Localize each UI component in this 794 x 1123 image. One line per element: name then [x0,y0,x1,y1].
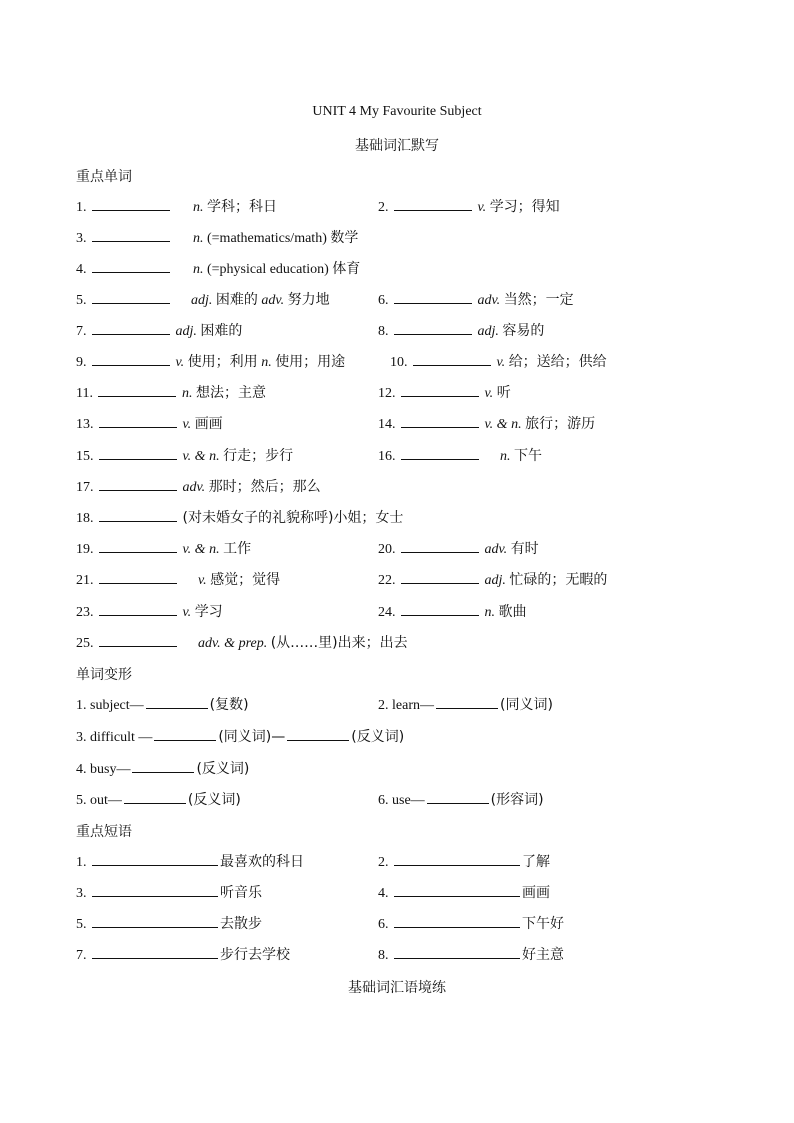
phrase-item [76,945,290,965]
answer-blank[interactable] [124,790,186,804]
word-item [378,383,511,403]
answer-blank[interactable] [92,228,170,242]
form-item [76,759,249,779]
part-of-speech: v. [496,355,506,370]
word-meaning: 那时；然后；那么 [208,479,321,495]
phrase-item [76,883,262,903]
answer-blank[interactable] [132,759,194,773]
item-number: 8. [378,948,389,963]
item-number: 7. [76,324,87,339]
item-number: 2. [378,698,389,713]
item-number: 1. [76,855,87,870]
word-meaning: 忙碌的；无暇的 [509,572,608,588]
answer-blank[interactable] [394,914,520,928]
answer-blank[interactable] [99,602,177,616]
part-of-speech: v. [175,355,185,370]
item-number: 1. [76,698,87,713]
base-word: learn— [392,698,434,713]
item-number: 3. [76,886,87,901]
form-hint: (同义词) [499,697,553,713]
item-number: 14. [378,417,396,432]
phrase-meaning: 听音乐 [220,885,262,901]
answer-blank[interactable] [99,446,177,460]
word-item [76,570,280,590]
phrase-item [378,883,550,903]
phrase-meaning: 下午好 [522,916,564,932]
word-meaning: 歌曲 [498,604,527,620]
word-item [76,259,360,279]
item-number: 5. [76,917,87,932]
item-number: 12. [378,386,396,401]
section-heading-forms: 单词变形 [76,667,132,683]
part-of-speech: adj. [477,324,499,339]
item-number: 4. [76,762,87,777]
answer-blank[interactable] [92,883,218,897]
word-item [378,539,539,559]
word-meaning: 行走；步行 [223,448,294,464]
phrase-item [76,852,304,872]
item-number: 25. [76,636,94,651]
form-item [76,727,404,747]
word-meaning: 使用；利用 [187,354,258,370]
answer-blank[interactable] [146,695,208,709]
word-meaning-2: 使用；用途 [275,354,346,370]
item-number: 5. [76,293,87,308]
phrase-item [76,914,262,934]
item-number: 4. [378,886,389,901]
part-of-speech: v. [484,386,494,401]
word-meaning: 工作 [223,541,252,557]
answer-blank[interactable] [92,321,170,335]
word-item [378,570,607,590]
part-of-speech: n. [193,262,204,277]
form-item [76,790,241,810]
item-number: 24. [378,605,396,620]
part-of-speech: n. [193,200,204,215]
part-of-speech: v. [182,605,192,620]
base-word: busy— [90,762,131,777]
word-meaning: 给；送给；供给 [508,354,607,370]
word-meaning: 当然；一定 [503,292,574,308]
part-of-speech: v. [477,200,487,215]
word-note: (=physical education) [207,262,329,277]
word-meaning: 体育 [332,261,361,277]
item-number: 13. [76,417,94,432]
part-of-speech: adj. [175,324,197,339]
footer-heading: 基础词汇语境练 [348,980,446,996]
word-item [76,290,330,310]
word-item [76,352,345,372]
item-number: 9. [76,355,87,370]
word-item [378,197,560,217]
part-of-speech: adv. [484,542,508,557]
word-item [76,602,223,622]
base-word: subject— [90,698,144,713]
word-note: (对未婚女子的礼貌称呼) [182,510,334,526]
answer-blank[interactable] [427,790,489,804]
item-number: 17. [76,480,94,495]
word-meaning: 容易的 [502,323,545,339]
item-number: 16. [378,449,396,464]
answer-blank[interactable] [436,695,498,709]
page-subtitle: 基础词汇默写 [355,138,439,154]
answer-blank[interactable] [401,602,479,616]
answer-blank[interactable] [98,383,176,397]
word-meaning: 想法；主意 [195,385,266,401]
answer-blank[interactable] [401,383,479,397]
item-number: 2. [378,200,389,215]
word-meaning: 画画 [194,416,223,432]
part-of-speech: adv. & prep. [198,636,268,651]
answer-blank[interactable] [394,321,472,335]
answer-blank[interactable] [92,914,218,928]
item-number: 10. [390,355,408,370]
answer-blank[interactable] [394,197,472,211]
item-number: 8. [378,324,389,339]
word-item [76,539,251,559]
word-item [76,197,277,217]
phrase-item [378,914,564,934]
word-item [390,352,607,372]
word-item [76,414,223,434]
item-number: 3. [76,231,87,246]
word-meaning: 听 [496,385,511,401]
item-number: 11. [76,386,93,401]
word-item [76,477,321,497]
word-meaning: 数学 [330,230,359,246]
item-number: 4. [76,262,87,277]
phrase-meaning: 好主意 [522,947,564,963]
word-meaning: 困难的 [215,292,258,308]
answer-blank[interactable] [92,352,170,366]
item-number: 5. [76,793,87,808]
form-item [378,695,553,715]
part-of-speech: n. [500,449,511,464]
item-number: 22. [378,573,396,588]
answer-blank[interactable] [394,945,520,959]
part-of-speech-2: n. [261,355,272,370]
item-number: 6. [378,793,389,808]
answer-blank[interactable] [154,727,216,741]
section-heading-phrases: 重点短语 [76,824,132,840]
word-item [378,602,527,622]
base-word: use— [392,793,425,808]
item-number: 2. [378,855,389,870]
answer-blank[interactable] [99,414,177,428]
form-hint: (反义词) [196,761,250,777]
item-number: 3. [76,730,87,745]
word-item [378,321,544,341]
item-number: 21. [76,573,94,588]
part-of-speech: n. [181,386,193,401]
word-item [76,228,358,248]
item-number: 20. [378,542,396,557]
word-item [378,446,542,466]
item-number: 7. [76,948,87,963]
answer-blank[interactable] [99,508,177,522]
word-item [76,321,242,341]
answer-blank[interactable] [401,539,479,553]
base-word: out— [90,793,122,808]
answer-blank[interactable] [394,883,520,897]
word-meaning: 学习 [194,604,223,620]
answer-blank[interactable] [99,633,177,647]
answer-blank[interactable] [401,414,479,428]
base-word: difficult — [90,730,153,745]
phrase-item [378,852,550,872]
word-meaning: 困难的 [200,323,243,339]
word-item [76,383,266,403]
answer-blank[interactable] [394,290,472,304]
part-of-speech: v. & n. [484,417,522,432]
phrase-meaning: 去散步 [220,916,262,932]
item-number: 19. [76,542,94,557]
word-meaning: 学习；得知 [489,199,560,215]
part-of-speech: v. & n. [182,449,220,464]
answer-blank[interactable] [92,259,170,273]
word-meaning: 学科；科日 [207,199,277,215]
word-meaning: (从……里)出来；出去 [270,635,408,651]
phrase-meaning: 画画 [522,885,550,901]
part-of-speech: adv. [182,480,206,495]
phrase-item [378,945,564,965]
part-of-speech: v. & n. [182,542,220,557]
answer-blank[interactable] [413,352,491,366]
form-hint: (复数) [209,697,249,713]
answer-blank[interactable] [92,945,218,959]
answer-blank[interactable] [92,852,218,866]
form-hint-2: (反义词) [351,729,405,745]
part-of-speech: n. [484,605,495,620]
part-of-speech: adv. [477,293,501,308]
phrase-meaning: 了解 [522,854,550,870]
form-hint: (同义词)— [218,729,286,745]
answer-blank[interactable] [92,197,170,211]
word-item [378,290,574,310]
answer-blank[interactable] [394,852,520,866]
word-meaning: 感觉；觉得 [210,572,281,588]
word-item [378,414,595,434]
form-hint: (形容词) [490,792,544,808]
part-of-speech: adj. [484,573,506,588]
form-hint: (反义词) [187,792,241,808]
form-item [378,790,544,810]
word-meaning: 小姐；女士 [333,510,404,526]
word-note: (=mathematics/math) [207,231,327,246]
phrase-meaning: 最喜欢的科日 [220,854,304,870]
answer-blank[interactable] [99,570,177,584]
item-number: 15. [76,449,94,464]
answer-blank[interactable] [92,290,170,304]
page-title: UNIT 4 My Favourite Subject [312,104,482,119]
word-meaning: 有时 [510,541,539,557]
word-meaning-2: 努力地 [287,292,330,308]
phrase-meaning: 步行去学校 [220,947,290,963]
part-of-speech: adj. [191,293,213,308]
item-number: 23. [76,605,94,620]
word-item [76,508,403,528]
form-item [76,695,249,715]
answer-blank[interactable] [401,570,479,584]
word-meaning: 下午 [514,448,542,464]
answer-blank[interactable] [99,477,177,491]
part-of-speech-2: adv. [261,293,285,308]
item-number: 1. [76,200,87,215]
part-of-speech: n. [193,231,204,246]
part-of-speech: v. [198,573,207,588]
item-number: 6. [378,293,389,308]
item-number: 6. [378,917,389,932]
word-meaning: 旅行；游历 [525,416,596,432]
section-heading-words: 重点单词 [76,169,132,185]
word-item [76,446,293,466]
answer-blank[interactable] [401,446,479,460]
word-item [76,633,408,653]
answer-blank[interactable] [99,539,177,553]
answer-blank-2[interactable] [287,727,349,741]
item-number: 18. [76,511,94,526]
part-of-speech: v. [182,417,192,432]
